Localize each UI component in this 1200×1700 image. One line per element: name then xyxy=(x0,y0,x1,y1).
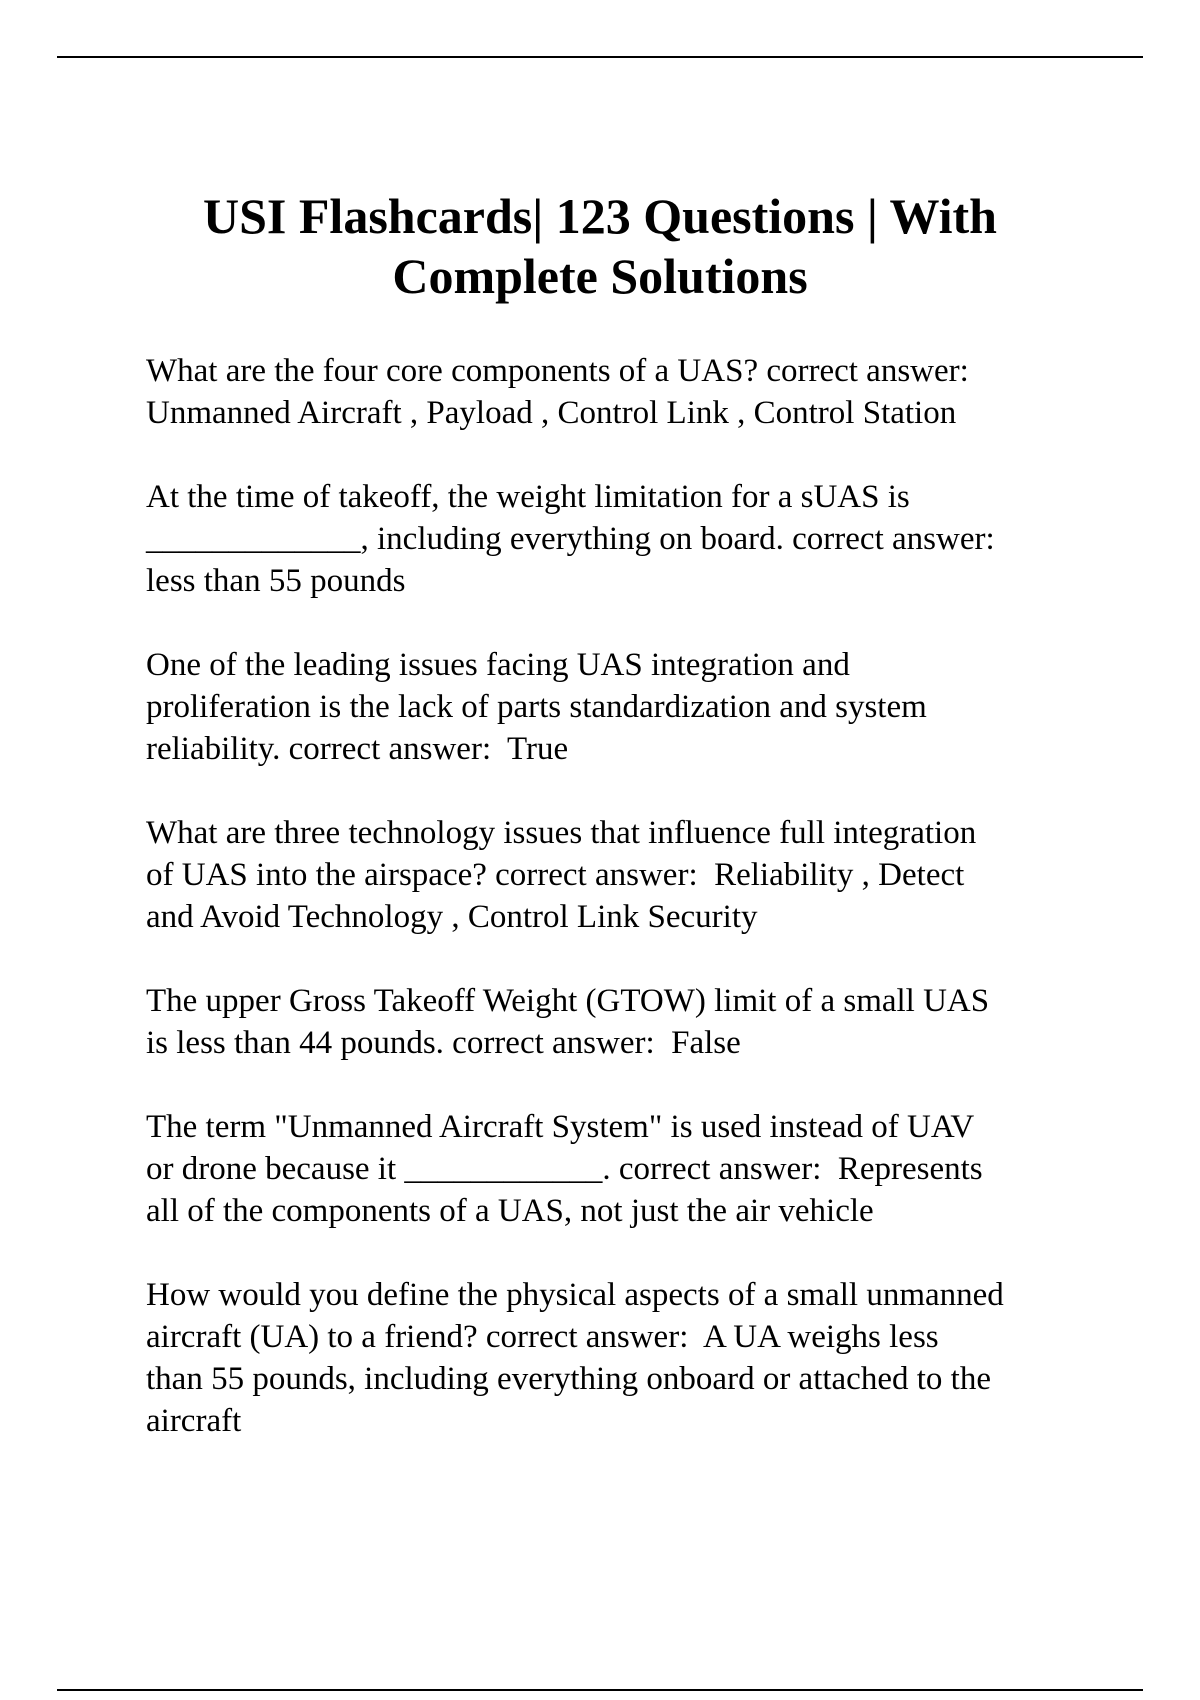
flashcard-item: How would you define the physical aspects of a small unmanned aircraft (UA) to a friend? correct answer: A UA weighs less than 55 pounds, including everything onboard or attached to the aircraft xyxy=(146,1277,1004,1439)
flashcard-item: What are three technology issues that influence full integration of UAS into the airspace? correct answer: Reliability , Detect and Avoid Technology , Control Link Security xyxy=(146,815,977,935)
flashcard-item: One of the leading issues facing UAS integration and proliferation is the lack of parts standardization and system reliability. correct answer: True xyxy=(146,647,927,767)
flashcard-list xyxy=(146,350,1106,1484)
flashcard-item: The term "Unmanned Aircraft System" is used instead of UAV or drone because it ____________. correct answer: Represents all of the components of a UAS, not just the air vehicle xyxy=(146,1109,983,1229)
page-title: USI Flashcards| 123 Questions | With Complete Solutions xyxy=(203,188,997,304)
header-divider xyxy=(57,56,1143,58)
flashcard-item: The upper Gross Takeoff Weight (GTOW) limit of a small UAS is less than 44 pounds. correct answer: False xyxy=(146,983,990,1061)
flashcard-item: What are the four core components of a UAS? correct answer: Unmanned Aircraft , Payload , Control Link , Control Station xyxy=(146,353,969,431)
flashcard-item: At the time of takeoff, the weight limitation for a sUAS is _____________, including everything on board. correct answer: less than 55 pounds xyxy=(146,479,995,599)
footer-divider xyxy=(57,1689,1143,1691)
